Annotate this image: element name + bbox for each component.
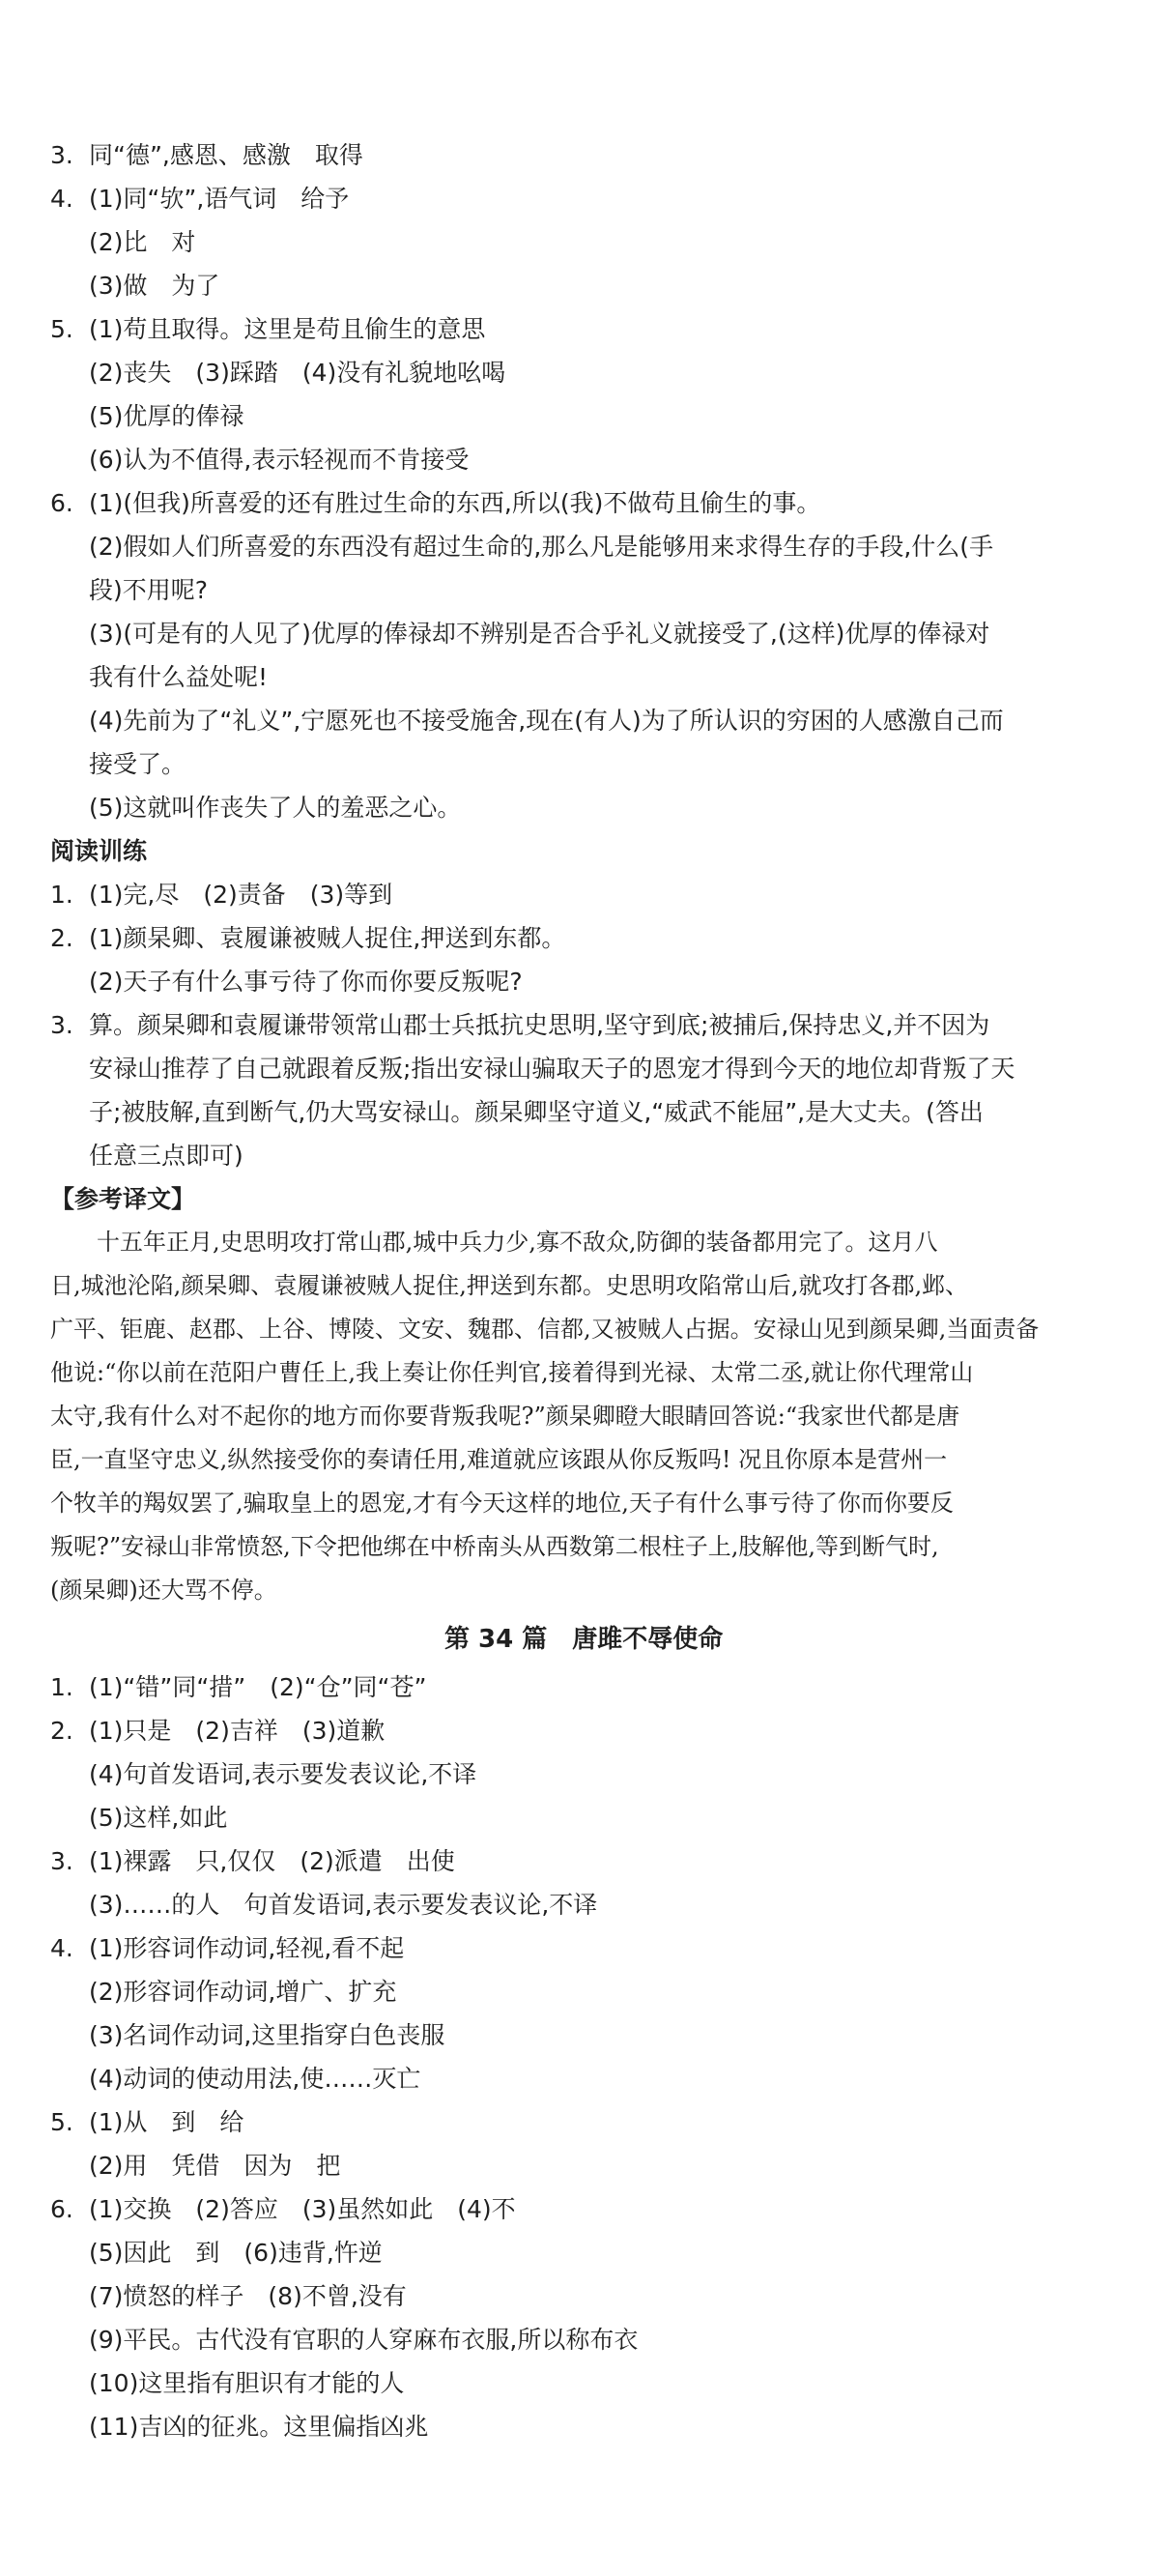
answer-line: 接受了。 [89, 750, 186, 778]
answer-line: (10)这里指有胆识有才能的人 [89, 2369, 405, 2397]
answer-line: (1)裸露 只,仅仅 (2)派遣 出使 [89, 1847, 455, 1875]
item-number: 3. [50, 1011, 73, 1039]
item-number: 6. [50, 489, 73, 517]
item-number: 1. [50, 1673, 73, 1701]
item-number: 2. [50, 924, 73, 952]
item-number: 3. [50, 1847, 73, 1875]
answer-line: (2)形容词作动词,增广、扩充 [89, 1978, 397, 2006]
reading-heading: 阅读训练 [50, 837, 148, 865]
item-number: 6. [50, 2195, 73, 2223]
translation-heading: 【参考译文】 [50, 1185, 196, 1213]
item-number: 2. [50, 1717, 73, 1745]
answer-line: (3)(可是有的人见了)优厚的俸禄却不辨别是否合乎礼义就接受了,(这样)优厚的俸禄对 [89, 620, 990, 648]
answer-line: 段)不用呢? [89, 576, 209, 604]
answer-line: (5)这就叫作丧失了人的羞恶之心。 [89, 794, 462, 822]
answer-line: (2)天子有什么事亏待了你而你要反叛呢? [89, 968, 523, 996]
answer-line: (3)做 为了 [89, 272, 220, 300]
answer-line: 我有什么益处呢! [89, 663, 269, 691]
translation-line: 太守,我有什么对不起你的地方而你要背叛我呢?”颜杲卿瞪大眼睛回答说:“我家世代都是唐 [50, 1403, 960, 1430]
answer-line: (1)形容词作动词,轻视,看不起 [89, 1934, 405, 1962]
item-number: 5. [50, 2108, 73, 2136]
item-number: 4. [50, 185, 73, 213]
answer-line: (5)因此 到 (6)违背,忤逆 [89, 2239, 383, 2267]
answer-line: (7)愤怒的样子 (8)不曾,没有 [89, 2282, 407, 2310]
answer-line: (3)名词作动词,这里指穿白色丧服 [89, 2021, 445, 2049]
chapter-title: 第 34 篇 唐雎不辱使命 [444, 1625, 724, 1654]
answer-line: (1)从 到 给 [89, 2108, 244, 2136]
answer-line: (11)吉凶的征兆。这里偏指凶兆 [89, 2413, 429, 2441]
answer-line: (9)平民。古代没有官职的人穿麻布衣服,所以称布衣 [89, 2326, 639, 2354]
translation-line: 日,城池沦陷,颜杲卿、袁履谦被贼人捉住,押送到东都。史思明攻陷常山后,就攻打各郡,邺、 [50, 1272, 969, 1299]
answer-line: (3)……的人 句首发语词,表示要发表议论,不译 [89, 1891, 598, 1919]
translation-line: 叛呢?”安禄山非常愤怒,下令把他绑在中桥南头从西数第二根柱子上,肢解他,等到断气时, [50, 1533, 939, 1560]
translation-line: 个牧羊的羯奴罢了,骗取皇上的恩宠,才有今天这样的地位,天子有什么事亏待了你而你要反 [50, 1490, 954, 1517]
answer-line: (1)颜杲卿、袁履谦被贼人捉住,押送到东都。 [89, 924, 566, 952]
translation-line: 臣,一直坚守忠义,纵然接受你的奏请任用,难道就应该跟从你反叛吗! 况且你原本是营州一 [50, 1446, 948, 1473]
answer-line: (5)优厚的俸禄 [89, 402, 244, 430]
answer-line: (4)先前为了“礼义”,宁愿死也不接受施舍,现在(有人)为了所认识的穷困的人感激自己而 [89, 707, 1004, 735]
answer-line: 同“德”,感恩、感激 取得 [89, 141, 363, 169]
answer-line: (2)用 凭借 因为 把 [89, 2152, 341, 2180]
answer-line: (6)认为不值得,表示轻视而不肯接受 [89, 446, 470, 474]
item-number: 4. [50, 1934, 73, 1962]
translation-line: 他说:“你以前在范阳户曹任上,我上奏让你任判官,接着得到光禄、太常二丞,就让你代理常山 [50, 1359, 974, 1386]
answer-line: (1)只是 (2)吉祥 (3)道歉 [89, 1717, 386, 1745]
answer-line: 子;被肢解,直到断气,仍大骂安禄山。颜杲卿坚守道义,“威武不能屈”,是大丈夫。(答出 [89, 1098, 984, 1126]
answer-line: (2)假如人们所喜爱的东西没有超过生命的,那么凡是能够用来求得生存的手段,什么(手 [89, 533, 994, 561]
answer-line: (4)动词的使动用法,使……灭亡 [89, 2065, 421, 2093]
item-number: 3. [50, 141, 73, 169]
translation-line: 十五年正月,史思明攻打常山郡,城中兵力少,寡不敌众,防御的装备都用完了。这月八 [50, 1229, 938, 1256]
translation-line: (颜杲卿)还大骂不停。 [50, 1577, 277, 1604]
answer-line: (4)句首发语词,表示要发表议论,不译 [89, 1760, 477, 1788]
answer-line: 算。颜杲卿和袁履谦带领常山郡士兵抵抗史思明,坚守到底;被捕后,保持忠义,并不因为 [89, 1011, 990, 1039]
answer-line: (1)(但我)所喜爱的还有胜过生命的东西,所以(我)不做苟且偷生的事。 [89, 489, 821, 517]
answer-line: (1)交换 (2)答应 (3)虽然如此 (4)不 [89, 2195, 516, 2223]
item-number: 1. [50, 881, 73, 909]
item-number: 5. [50, 315, 73, 343]
answer-line: (1)“错”同“措” (2)“仓”同“苍” [89, 1673, 427, 1701]
answer-line: (5)这样,如此 [89, 1804, 228, 1832]
answer-line: 任意三点即可) [89, 1142, 243, 1170]
answer-line: 安禄山推荐了自己就跟着反叛;指出安禄山骗取天子的恩宠才得到今天的地位却背叛了天 [89, 1055, 1015, 1083]
answer-line: (1)苟且取得。这里是苟且偷生的意思 [89, 315, 486, 343]
translation-line: 广平、钜鹿、赵郡、上谷、博陵、文安、魏郡、信都,又被贼人占据。安禄山见到颜杲卿,当面责备 [50, 1316, 1040, 1343]
answer-line: (1)同“欤”,语气词 给予 [89, 185, 350, 213]
answer-line: (1)完,尽 (2)责备 (3)等到 [89, 881, 393, 909]
answer-line: (2)比 对 [89, 228, 196, 256]
answer-line: (2)丧失 (3)踩踏 (4)没有礼貌地吆喝 [89, 359, 506, 387]
